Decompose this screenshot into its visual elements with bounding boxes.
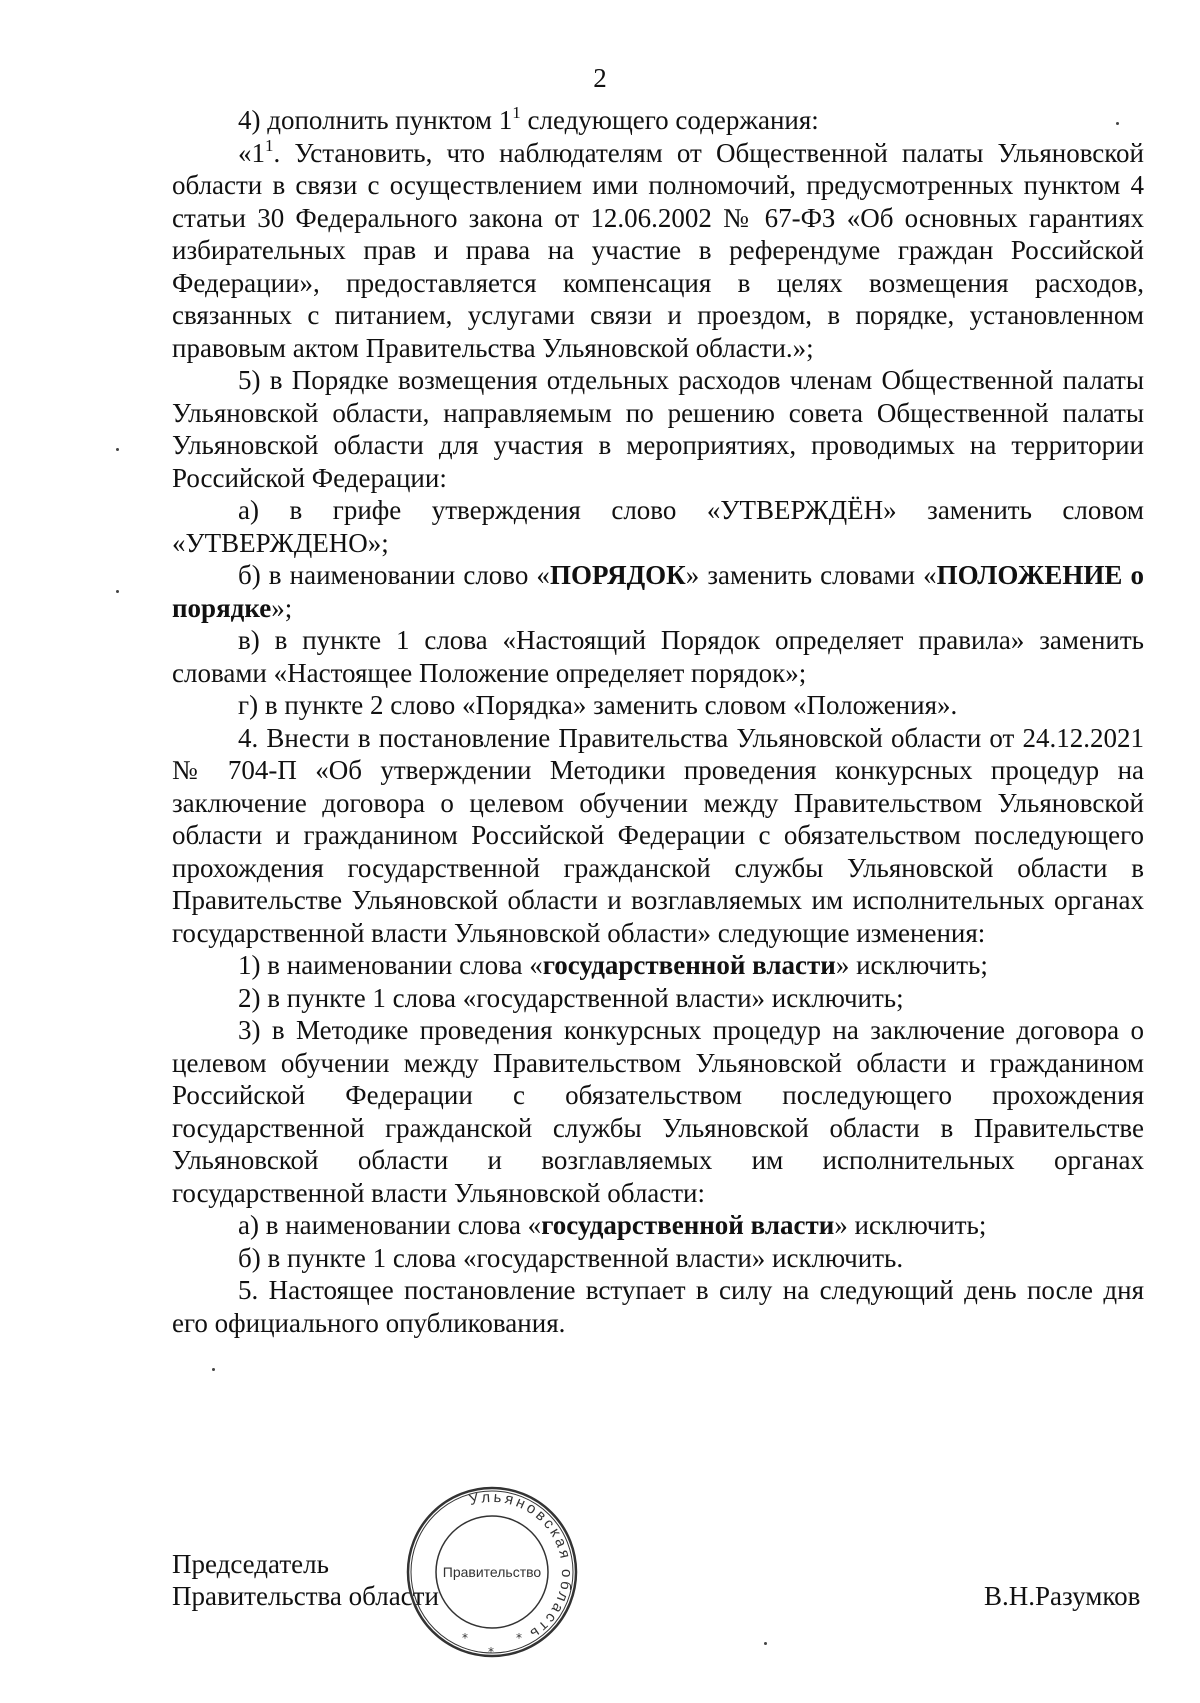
- superscript: 1: [512, 103, 521, 122]
- paragraph: [172, 137, 1144, 365]
- text-run: «1: [238, 137, 265, 168]
- bold-text: ПОРЯДОК: [549, 560, 686, 590]
- text-run: » исключить;: [835, 950, 988, 980]
- paragraph: [172, 494, 1144, 559]
- text-run: 3) в Методике проведения конкурсных процедур на заключение договора о целевом обучении между Правительством Ульяновской области и гражданином Российской Федерации с обязательством последующего прохождения государственной гражданской службы Ульяновской области в Правительстве Ульяновской области и возглавляемых им исполнительных органах государственной власти Ульяновской области:: [172, 1015, 1144, 1208]
- paragraph: [172, 949, 1144, 982]
- paragraph: [172, 559, 1144, 624]
- paragraph: [172, 1209, 1144, 1242]
- text-run: б) в наименовании слово «: [238, 560, 550, 590]
- scan-speck: [764, 1642, 767, 1645]
- text-run: »;: [271, 592, 293, 623]
- stamp-star-icon: *: [488, 1645, 494, 1659]
- signatory-title: [172, 1548, 439, 1612]
- bold-text: ПОЛОЖЕНИЕ о порядке: [172, 560, 1144, 623]
- paragraph: [172, 1014, 1144, 1209]
- text-run: » исключить;: [834, 1210, 987, 1240]
- paragraph: [172, 722, 1144, 950]
- signatory-title-line1: Председатель: [172, 1549, 329, 1579]
- text-run: а) в наименовании слова «: [238, 1210, 542, 1240]
- scan-speck: [1116, 122, 1119, 125]
- paragraph: [172, 1274, 1144, 1339]
- stamp-ring-text: Ульяновская область: [467, 1488, 576, 1644]
- text-run: а) в грифе утверждения слово «УТВЕРЖДЁН» заменить словом «УТВЕРЖДЕНО»;: [172, 495, 1144, 558]
- text-run: следующего содержания:: [520, 105, 819, 135]
- document-body: [172, 104, 1144, 1339]
- scan-speck: [116, 590, 119, 593]
- text-run: » заменить словами «: [685, 560, 937, 590]
- text-run: 5) в Порядке возмещения отдельных расходов членам Общественной палаты Ульяновской области, направляемым по решению совета Общественной палаты Ульяновской области для участия в мероприятиях, проводимых на территории Российской Федерации:: [172, 365, 1144, 493]
- paragraph: [172, 1242, 1144, 1275]
- stamp-center-text: Правительство: [442, 1564, 542, 1580]
- text-run: 5. Настоящее постановление вступает в силу на следующий день после дня его официального опубликования.: [172, 1275, 1144, 1338]
- text-run: 4) дополнить пунктом 1: [238, 105, 513, 135]
- bold-text: государственной власти: [541, 1210, 835, 1240]
- stamp-star-icon: *: [462, 1631, 468, 1645]
- scan-speck: [116, 448, 119, 451]
- official-seal-stamp: [404, 1484, 580, 1660]
- text-run: б) в пункте 1 слова «государственной власти» исключить.: [238, 1242, 904, 1273]
- stamp-star-icon: *: [516, 1631, 522, 1645]
- scan-speck: [212, 1368, 215, 1371]
- text-run: 4. Внести в постановление Правительства Ульяновской области от 24.12.2021 № 704-П «Об утверждении Методики проведения конкурсных процедур на заключение договора о целевом обучении между Правительством Ульяновской области и гражданином Российской Федерации с обязательством последующего прохождения государственной гражданской службы Ульяновской области в Правительстве Ульяновской области и возглавляемых им исполнительных органах государственной власти Ульяновской области» следующие изменения:: [172, 722, 1144, 948]
- page-number: 2: [593, 63, 607, 93]
- paragraph: [172, 982, 1144, 1015]
- text-run: 1) в наименовании слова «: [238, 950, 543, 980]
- superscript: 1: [265, 135, 274, 155]
- paragraph: [172, 624, 1144, 689]
- bold-text: государственной власти: [542, 950, 836, 980]
- text-run: 2) в пункте 1 слова «государственной власти» исключить;: [238, 982, 904, 1013]
- text-run: г) в пункте 2 слово «Порядка» заменить словом «Положения».: [238, 690, 958, 720]
- signatory-name: В.Н.Разумков: [984, 1581, 1141, 1611]
- paragraph: [172, 364, 1144, 494]
- paragraph: [172, 104, 1144, 137]
- paragraph: [172, 689, 1144, 722]
- text-run: в) в пункте 1 слова «Настоящий Порядок определяет правила» заменить словами «Настоящее Положение определяет порядок»;: [172, 625, 1144, 688]
- text-run: . Установить, что наблюдателям от Общественной палаты Ульяновской области в связи с осуществлением ими полномочий, предусмотренных пунктом 4 статьи 30 Федерального закона от 12.06.2002 № 67-ФЗ «Об основных гарантиях избирательных прав и права на участие в референдуме граждан Российской Федерации», предоставляется компенсация в целях возмещения расходов, связанных с питанием, услугами связи и проездом, в порядке, установленном правовым актом Правительства Ульяновской области.»;: [172, 137, 1144, 363]
- signatory-title-line2: Правительства области: [172, 1581, 439, 1611]
